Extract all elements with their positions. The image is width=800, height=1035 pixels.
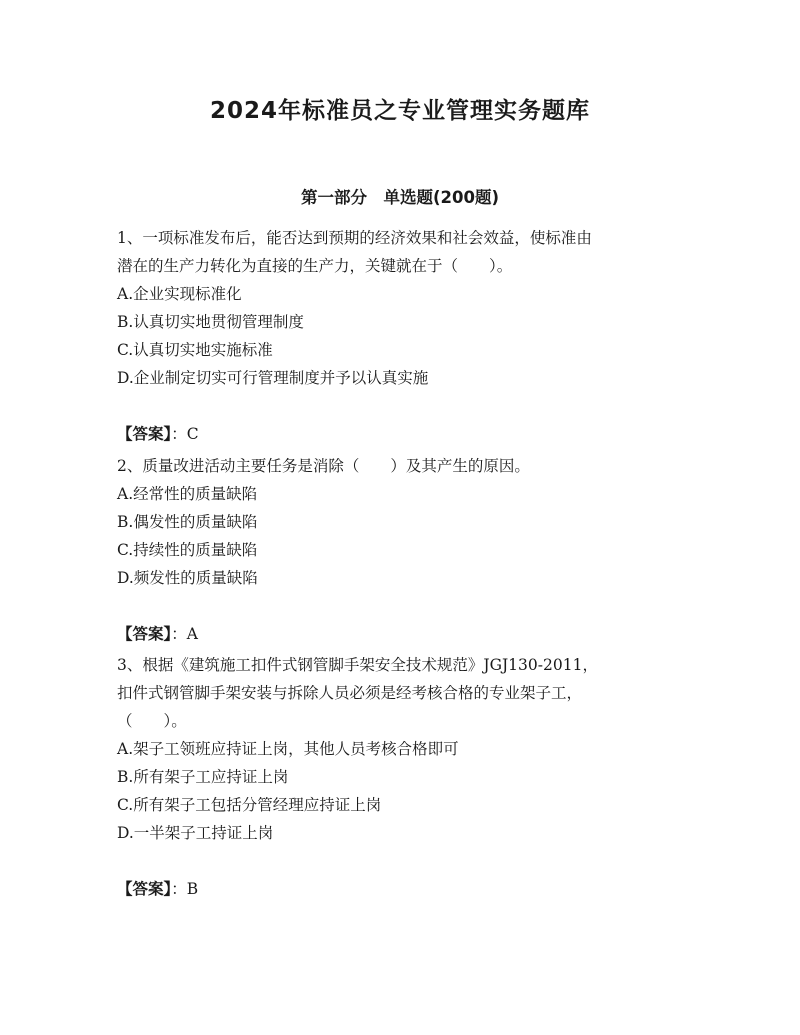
question-3-option-c: C.所有架子工包括分管经理应持证上岗 (117, 796, 382, 814)
question-2-option-d: D.频发性的质量缺陷 (117, 569, 258, 587)
question-3-stem-line-1: 3、根据《建筑施工扣件式钢管脚手架安全技术规范》JGJ130-2011， (117, 656, 598, 674)
question-3-option-d: D.一半架子工持证上岗 (117, 824, 274, 842)
question-1-stem-line-2: 潜在的生产力转化为直接的生产力，关键就在于（ ）。 (117, 257, 513, 275)
question-3-answer (117, 875, 689, 903)
question-1-stem-line-1: 1、一项标准发布后，能否达到预期的经济效果和社会效益，使标准由 (117, 229, 592, 247)
answer-value: ：C (171, 425, 199, 443)
question-1-option-b: B.认真切实地贯彻管理制度 (117, 313, 304, 331)
question-2-option-a: A.经常性的质量缺陷 (117, 485, 258, 503)
section-heading: 第一部分 单选题(200题) (300, 188, 500, 207)
question-2-answer (117, 620, 689, 648)
question-3-stem-line-3: （ ）。 (117, 712, 187, 730)
question-1-option-d: D.企业制定切实可行管理制度并予以认真实施 (117, 369, 429, 387)
question-2-option-b: B.偶发性的质量缺陷 (117, 513, 258, 531)
answer-label: 【答案】 (117, 425, 172, 443)
answer-value: ：A (171, 625, 198, 643)
question-1 (117, 224, 689, 448)
question-3-option-b: B.所有架子工应持证上岗 (117, 768, 289, 786)
question-2 (117, 452, 689, 648)
question-3-stem-line-2: 扣件式钢管脚手架安装与拆除人员必须是经考核合格的专业架子工， (117, 684, 583, 702)
question-1-option-c: C.认真切实地实施标准 (117, 341, 273, 359)
question-3-option-a: A.架子工领班应持证上岗，其他人员考核合格即可 (117, 740, 459, 758)
answer-label: 【答案】 (117, 880, 172, 898)
question-1-option-a: A.企业实现标准化 (117, 285, 242, 303)
question-1-answer (117, 420, 689, 448)
question-2-stem-line-1: 2、质量改进活动主要任务是消除（ ）及其产生的原因。 (117, 457, 530, 475)
question-2-option-c: C.持续性的质量缺陷 (117, 541, 258, 559)
answer-label: 【答案】 (117, 625, 172, 643)
answer-value: ：B (171, 880, 199, 898)
page-title: 2024年标准员之专业管理实务题库 (209, 98, 590, 124)
question-3 (117, 651, 689, 903)
